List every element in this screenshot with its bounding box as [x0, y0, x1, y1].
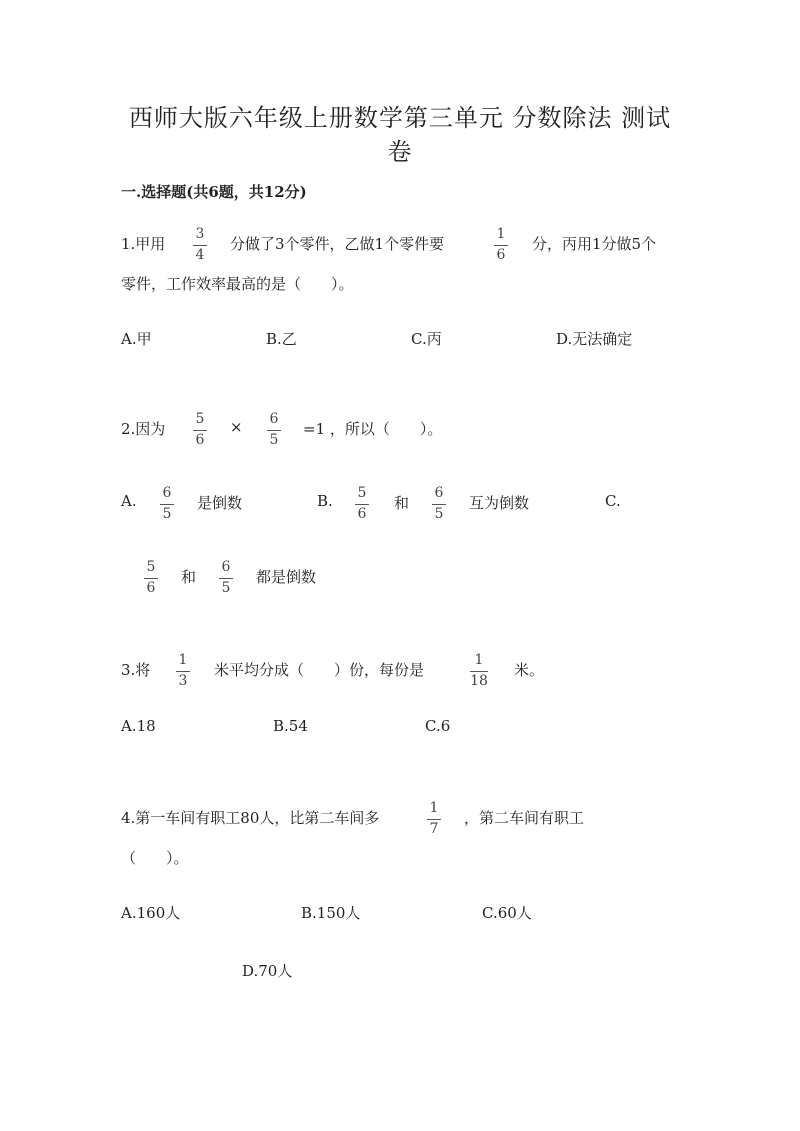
fraction-bar: [355, 504, 369, 505]
option-and: 和: [394, 494, 410, 512]
q2-text-start: 2.因为: [121, 420, 166, 438]
q4-text-start: 4.第一车间有职工80人，比第二车间多: [121, 809, 380, 827]
q3-text-end: 米。: [514, 661, 545, 679]
fraction-bar: [144, 578, 158, 579]
fraction-denominator: 7: [429, 821, 439, 837]
q1-option-d[interactable]: D.无法确定: [556, 330, 633, 348]
page-title-continued: 卷: [387, 138, 413, 166]
fraction-denominator: 5: [221, 580, 231, 596]
q2-text-end: =1 ，所以（ ）。: [303, 420, 443, 438]
q3-fraction-1: [176, 653, 190, 689]
q2-fraction-2: [267, 412, 281, 448]
fraction-numerator: 6: [434, 485, 444, 501]
q4-fraction-1: [427, 801, 441, 837]
q1-text-mid: 分做了3个零件，乙做1个零件要: [230, 235, 445, 253]
fraction-bar: [193, 245, 207, 246]
q1-text-end: 分，丙用1分做5个: [532, 235, 657, 253]
fraction-numerator: 6: [162, 485, 172, 501]
q4-option-b[interactable]: B.150人: [301, 904, 361, 922]
fraction-denominator: 4: [195, 247, 205, 263]
fraction-bar: [427, 819, 441, 820]
q2-fraction-1: [193, 412, 207, 448]
option-text: 都是倒数: [256, 568, 317, 586]
q1-option-c[interactable]: C.丙: [411, 330, 442, 348]
fraction-numerator: 5: [357, 485, 367, 501]
q1-option-a[interactable]: A.甲: [121, 330, 152, 348]
fraction-denominator: 3: [178, 673, 188, 689]
section-heading: 一.选择题(共6题，共12分): [121, 183, 307, 201]
fraction-bar: [193, 430, 207, 431]
fraction-numerator: 1: [178, 652, 188, 668]
q4-text-end: ，第二车间有职工: [464, 809, 585, 827]
q1-fraction-2: [494, 227, 508, 263]
q3-fraction-2: [470, 653, 488, 689]
option-label: C.: [605, 492, 621, 510]
q2-option-b-fraction-2: [432, 486, 446, 522]
fraction-numerator: 6: [269, 411, 279, 427]
fraction-numerator: 5: [146, 559, 156, 575]
fraction-denominator: 6: [146, 580, 156, 596]
q3-option-a[interactable]: A.18: [121, 717, 156, 735]
page-title: 西师大版六年级上册数学第三单元 分数除法 测试: [128, 104, 672, 132]
fraction-denominator: 5: [269, 432, 279, 448]
q2-option-a-fraction: [160, 486, 174, 522]
q1-text-start: 1.甲用: [121, 235, 166, 253]
q4-text-line2: （ ）。: [121, 849, 189, 867]
q3-option-c[interactable]: C.6: [425, 717, 451, 735]
option-text: 是倒数: [197, 494, 243, 512]
fraction-denominator: 6: [357, 506, 367, 522]
option-label: A.: [121, 492, 137, 510]
q4-option-c[interactable]: C.60人: [482, 904, 532, 922]
fraction-numerator: 1: [474, 652, 484, 668]
fraction-numerator: 1: [496, 226, 506, 242]
option-text: 互为倒数: [469, 494, 530, 512]
q4-option-a[interactable]: A.160人: [121, 904, 181, 922]
fraction-denominator: 18: [470, 673, 488, 689]
fraction-bar: [267, 430, 281, 431]
q2-option-c-fraction-2: [219, 560, 233, 596]
fraction-denominator: 6: [195, 432, 205, 448]
fraction-denominator: 5: [434, 506, 444, 522]
q3-text-mid: 米平均分成（ ）份，每份是: [214, 661, 425, 679]
fraction-numerator: 1: [429, 800, 439, 816]
fraction-denominator: 6: [496, 247, 506, 263]
q2-times-sign: ×: [230, 418, 243, 436]
q3-option-b[interactable]: B.54: [273, 717, 308, 735]
q1-text-line2: 零件，工作效率最高的是（ ）。: [121, 275, 354, 293]
q4-option-d[interactable]: D.70人: [242, 962, 293, 980]
q2-option-b-fraction-1: [355, 486, 369, 522]
fraction-bar: [494, 245, 508, 246]
fraction-numerator: 6: [221, 559, 231, 575]
q2-option-c-fraction-1: [144, 560, 158, 596]
option-and: 和: [181, 568, 197, 586]
q1-option-b[interactable]: B.乙: [266, 330, 297, 348]
fraction-bar: [219, 578, 233, 579]
fraction-numerator: 5: [195, 411, 205, 427]
option-label: B.: [317, 492, 333, 510]
fraction-bar: [160, 504, 174, 505]
q3-text-start: 3.将: [121, 661, 151, 679]
fraction-bar: [470, 671, 488, 672]
q1-fraction-1: [193, 227, 207, 263]
fraction-bar: [176, 671, 190, 672]
fraction-denominator: 5: [162, 506, 172, 522]
fraction-bar: [432, 504, 446, 505]
fraction-numerator: 3: [195, 226, 205, 242]
